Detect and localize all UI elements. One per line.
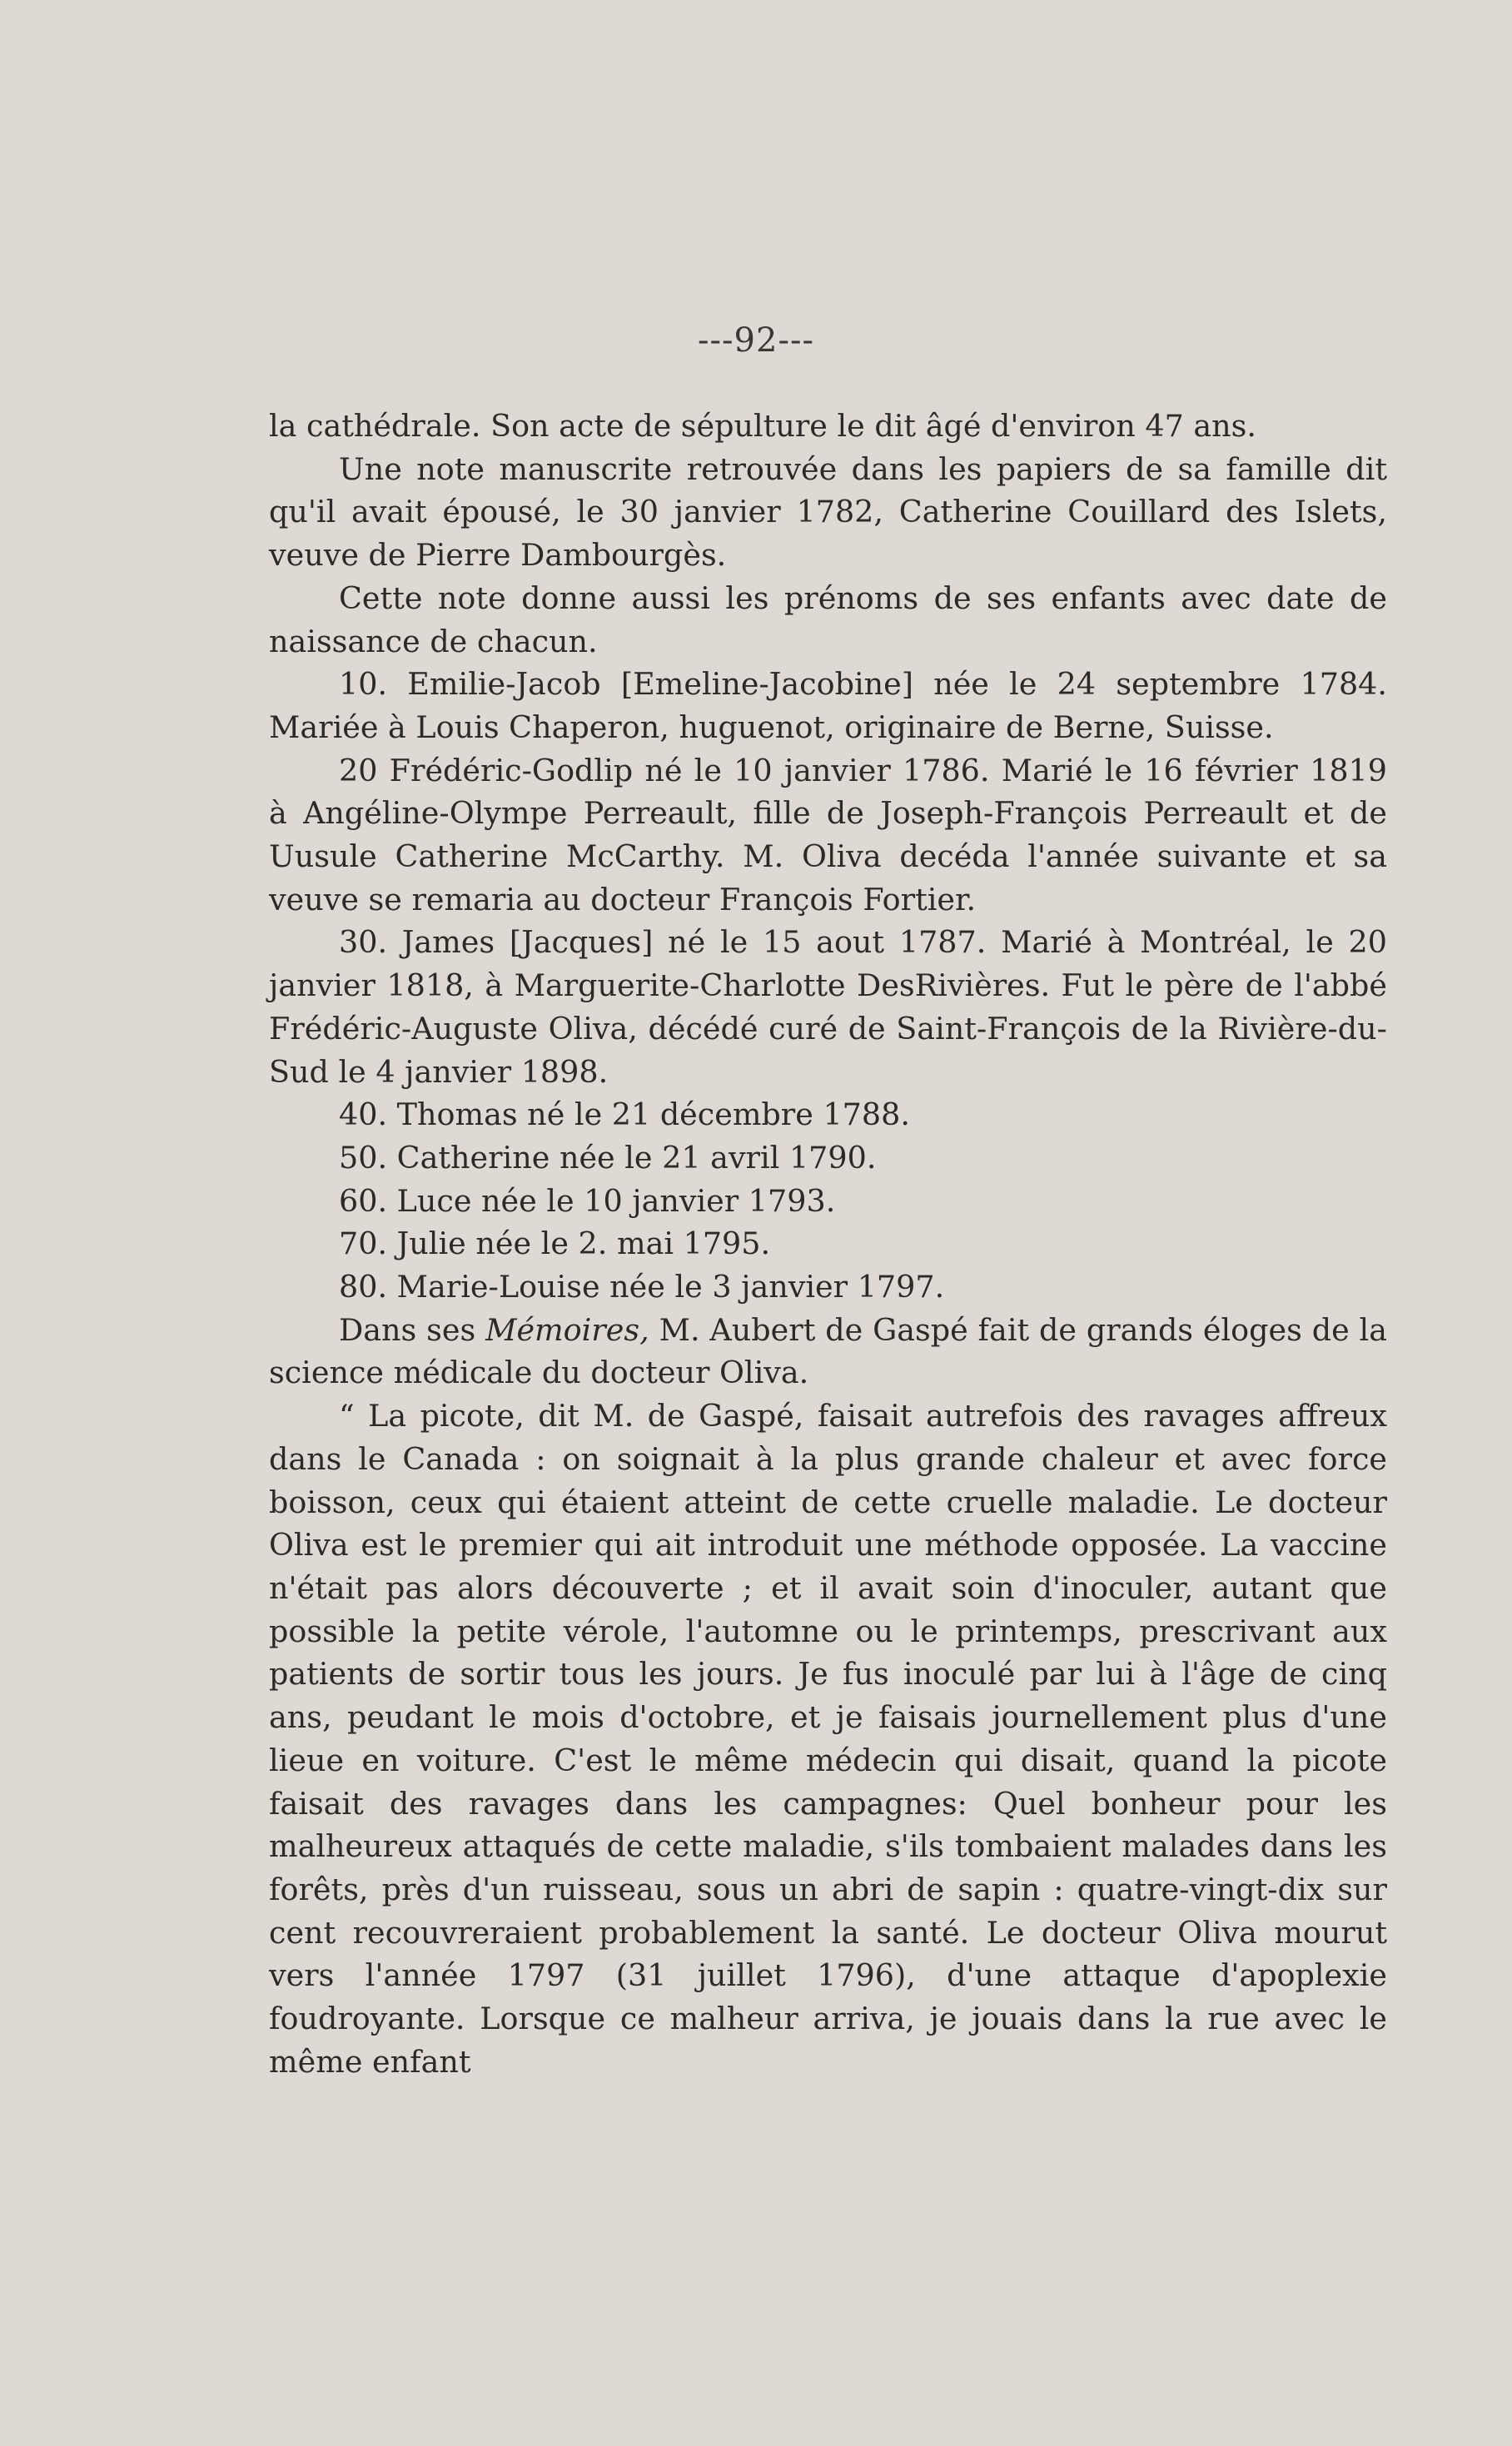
paragraph-memoires (269, 1309, 1387, 1395)
page-number: ---92--- (698, 321, 814, 360)
paragraph-continuation: la cathédrale. Son acte de sépulture le dit âgé d'environ 47 ans. (269, 408, 1257, 444)
body-text (269, 405, 1387, 2083)
child-entry-8: 80. Marie-Louise née le 3 janvier 1797. (339, 1269, 945, 1305)
memoires-text-after: M. Aubert de Gaspé fait de grands éloges de la science médicale du docteur Oliva. (269, 1311, 1387, 1391)
child-entry-2: 20 Frédéric-Godlip né le 10 janvier 1786. Marié le 16 février 1819 à Angéline-Olympe Perreault, fille de Joseph-François Perreault et de Uusule Catherine McCarthy. M. Oliva decéda l'année suivante et sa veuve se remaria au docteur François Fortier. (269, 752, 1387, 917)
child-entry-3: 30. James [Jacques] né le 15 aout 1787. Marié à Montréal, le 20 janvier 1818, à Marguerite-Charlotte DesRivières. Fut le père de l'abbé Frédéric-Auguste Oliva, décédé curé de Saint-François de la Rivière-du-Sud le 4 janvier 1898. (269, 924, 1387, 1090)
memoires-title: Mémoires, (485, 1311, 649, 1348)
memoires-text-before: Dans ses (339, 1311, 486, 1348)
paragraph-manuscript-note: Une note manuscrite retrouvée dans les papiers de sa famille dit qu'il avait épousé, le 30 janvier 1782, Catherine Couillard des Islets, veuve de Pierre Dambourgès. (269, 450, 1387, 574)
child-entry-5: 50. Catherine née le 21 avril 1790. (339, 1139, 877, 1176)
child-entry-4: 40. Thomas né le 21 décembre 1788. (339, 1096, 910, 1133)
paragraph-quotation: “ La picote, dit M. de Gaspé, faisait autrefois des ravages affreux dans le Canada : on soignait à la plus grande chaleur et avec force boisson, ceux qui étaient atteint de cette cruelle maladie. Le docteur Oliva est le premier qui ait introduit une méthode opposée. La vaccine n'était pas alors découverte ; et il avait soin d'inoculer, autant que possible la petite vérole, l'automne ou le printemps, prescrivant aux patients de sortir tous les jours. Je fus inoculé par lui à l'âge de cinq ans, peudant le mois d'octobre, et je faisais journellement plus d'une lieue en voiture. C'est le même médecin qui disait, quand la picote faisait des ravages dans les campagnes: Quel bonheur pour les malheureux attaqués de cette maladie, s'ils tombaient malades dans les forêts, près d'un ruisseau, sous un abri de sapin : quatre-vingt-dix sur cent recouvreraient probablement la santé. Le docteur Oliva mourut vers l'année 1797 (31 juillet 1796), d'une attaque d'apoplexie foudroyante. Lorsque ce malheur arriva, je jouais dans la rue avec le même enfant (269, 1398, 1387, 2080)
paragraph-children-intro: Cette note donne aussi les prénoms de ses enfants avec date de naissance de chacun. (269, 579, 1387, 659)
child-entry-1: 10. Emilie-Jacob [Emeline-Jacobine] née le 24 septembre 1784. Mariée à Louis Chaperon, huguenot, originaire de Berne, Suisse. (269, 666, 1387, 745)
child-entry-7: 70. Julie née le 2. mai 1795. (339, 1225, 771, 1262)
child-entry-6: 60. Luce née le 10 janvier 1793. (339, 1182, 836, 1219)
